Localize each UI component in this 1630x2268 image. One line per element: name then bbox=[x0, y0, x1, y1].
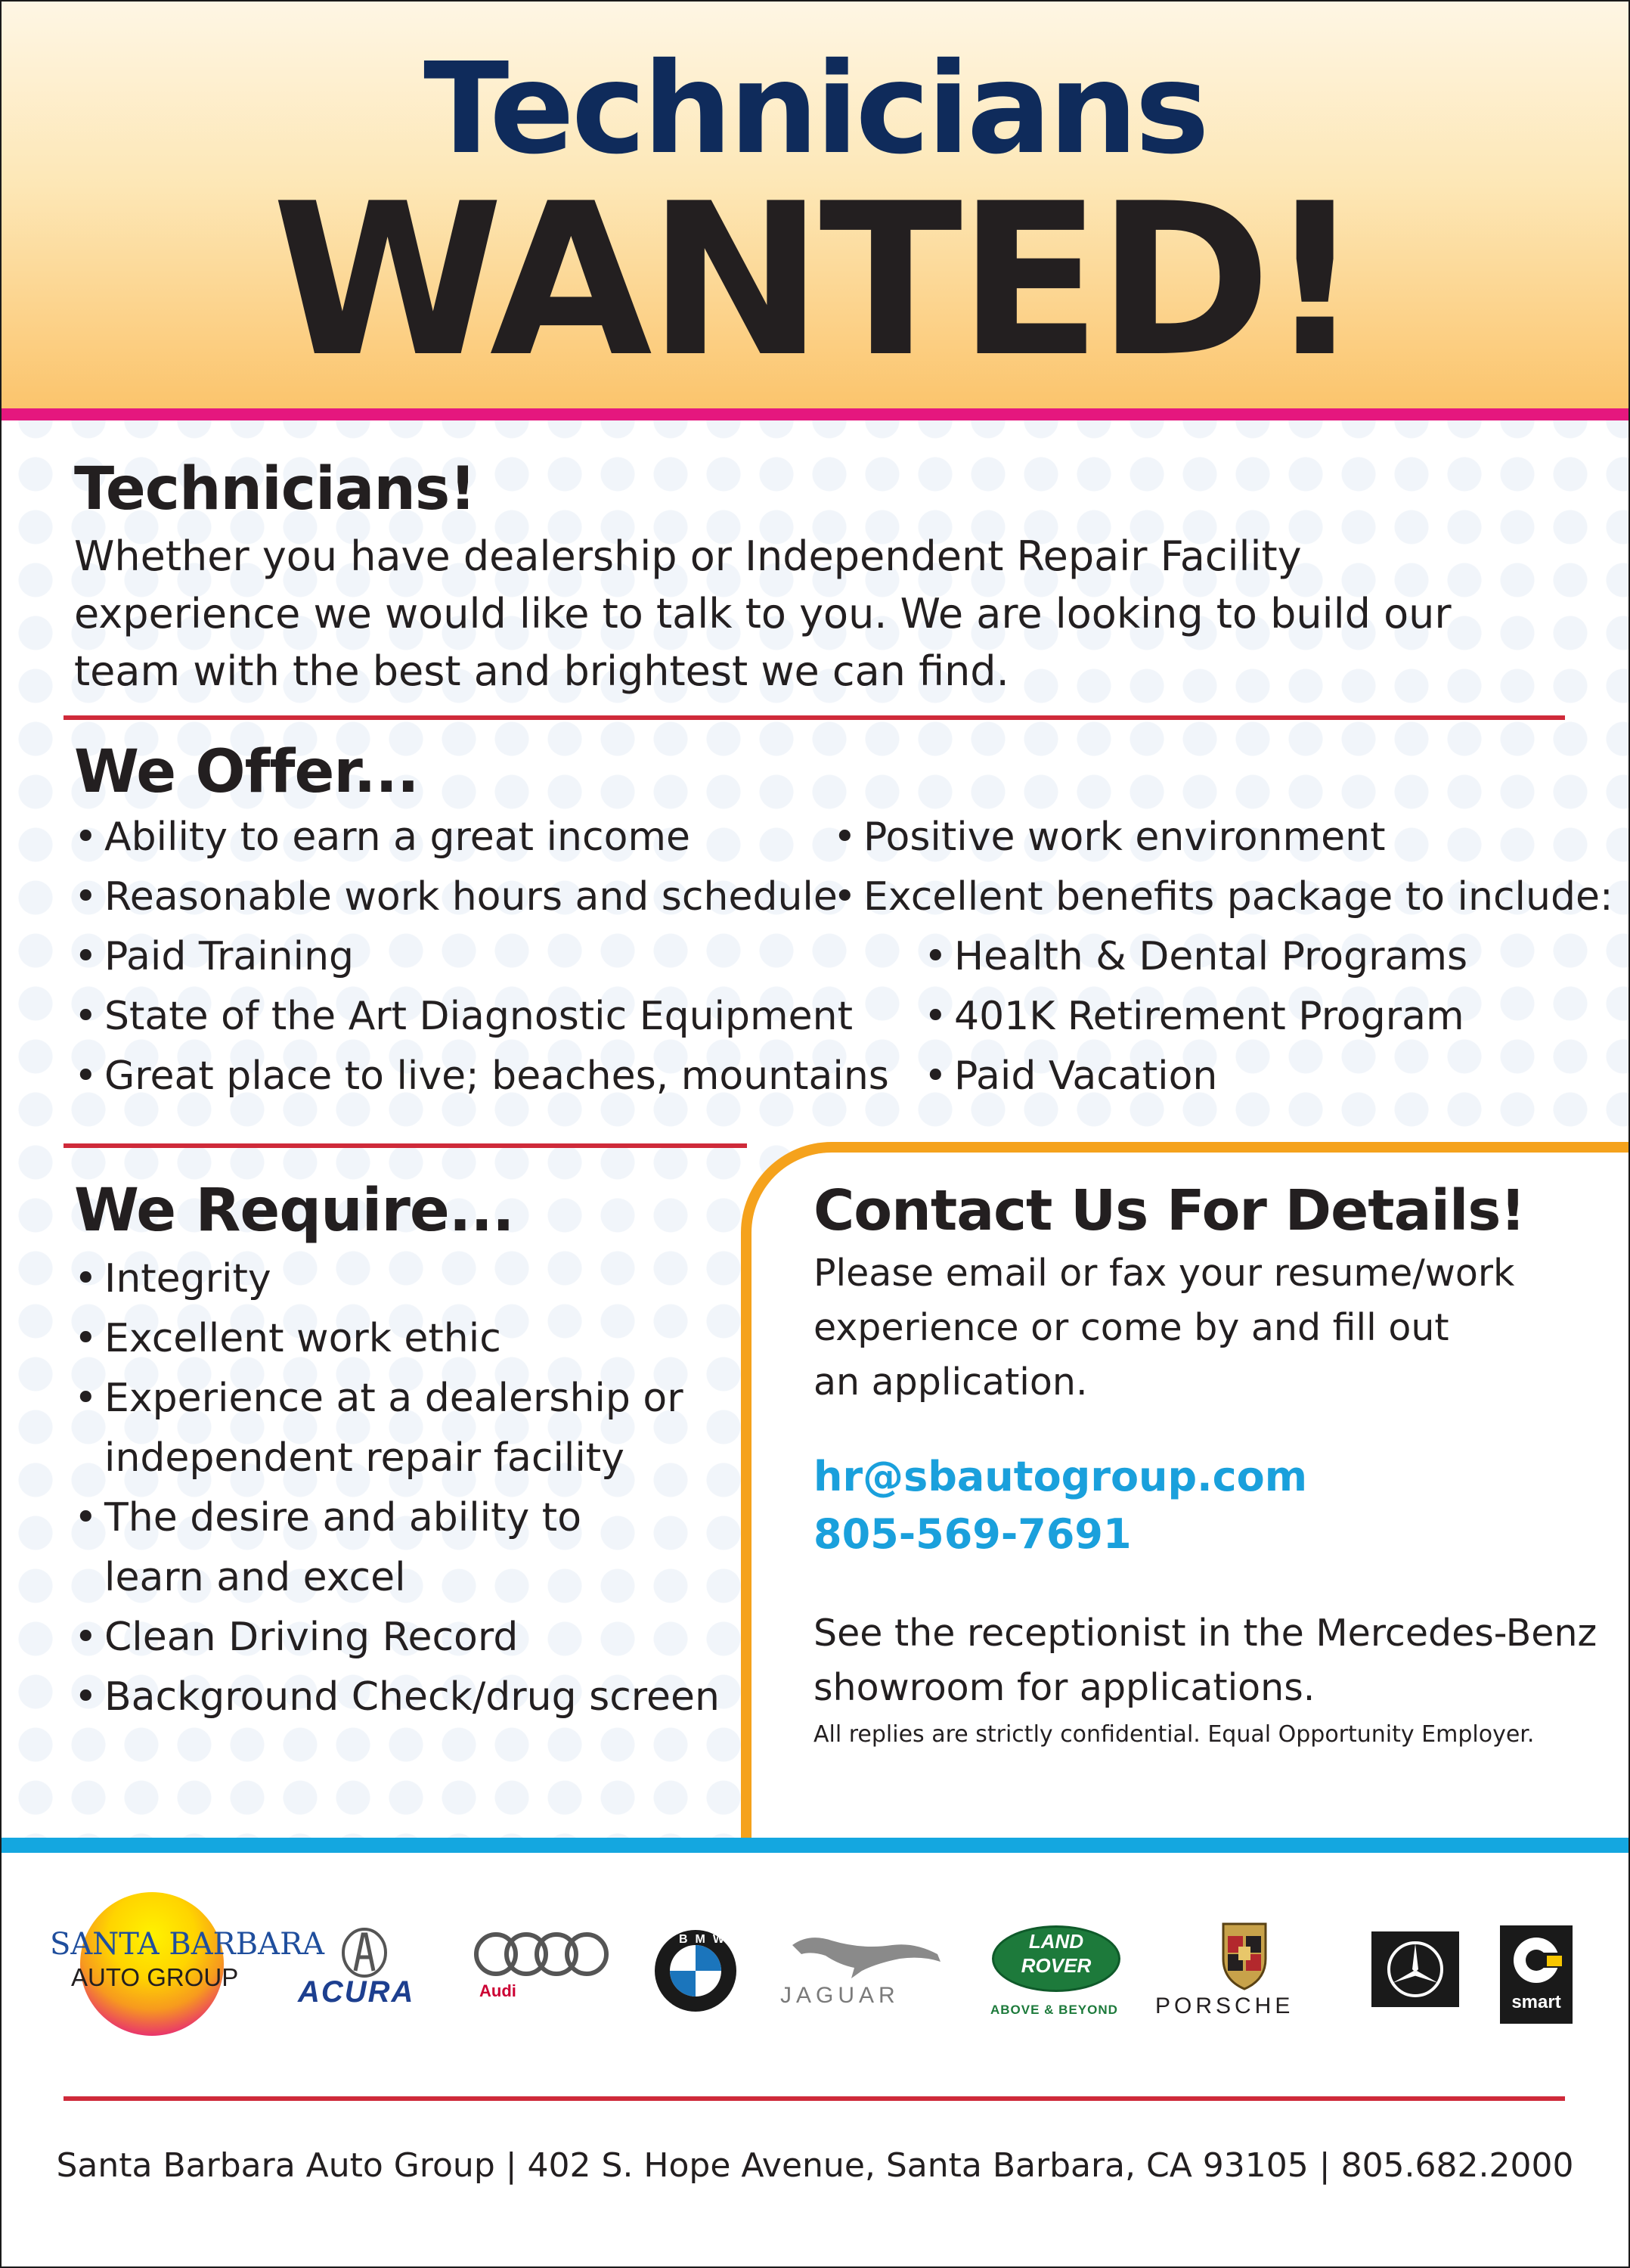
land-rover-label-1: LAND bbox=[1028, 1930, 1084, 1953]
list-item: learn and excel bbox=[104, 1555, 406, 1600]
brand-logo-strip bbox=[2, 1853, 1628, 2080]
contact-phone-link[interactable]: 805-569-7691 bbox=[813, 1510, 1132, 1558]
contact-line: experience or come by and fill out bbox=[813, 1306, 1449, 1349]
list-item: • Positive work environment bbox=[833, 808, 1613, 867]
sbag-name: SANTA BARBARA bbox=[50, 1927, 325, 1962]
list-item: • The desire and ability to bbox=[74, 1488, 720, 1548]
land-rover-tagline: ABOVE & BEYOND bbox=[990, 2003, 1118, 2017]
list-item: independent repair facility bbox=[104, 1435, 624, 1481]
acura-icon bbox=[296, 1927, 432, 1980]
section-divider bbox=[64, 1143, 747, 1148]
contact-instructions bbox=[813, 1246, 1514, 1410]
list-item: • Background Check/drug screen bbox=[74, 1668, 720, 1727]
footer-band bbox=[2, 1838, 1628, 1853]
showroom-line: See the receptionist in the Mercedes-Benz bbox=[813, 1612, 1597, 1655]
list-item: • Great place to live; beaches, mountains bbox=[74, 1047, 889, 1106]
mercedes-logo bbox=[1371, 1931, 1459, 2007]
list-item: • Experience at a dealership or bbox=[74, 1369, 720, 1429]
offer-list-right bbox=[833, 808, 1613, 927]
land-rover-label-2: ROVER bbox=[1021, 1954, 1092, 1977]
bmw-logo bbox=[653, 1928, 738, 2013]
audi-logo bbox=[470, 1931, 614, 2007]
list-item: • Health & Dental Programs bbox=[924, 927, 1467, 987]
section-divider bbox=[64, 715, 1565, 720]
offer-list-left bbox=[74, 808, 889, 1106]
benefits-list bbox=[924, 927, 1467, 1106]
require-heading: We Require... bbox=[74, 1177, 514, 1245]
intro-heading: Technicians! bbox=[74, 455, 476, 523]
porsche-logo bbox=[1154, 1921, 1335, 2019]
land-rover-logo bbox=[984, 1925, 1136, 2022]
contact-email-link[interactable]: hr@sbautogroup.com bbox=[813, 1453, 1308, 1500]
contact-heading: Contact Us For Details! bbox=[813, 1178, 1526, 1243]
header-banner bbox=[2, 2, 1628, 408]
intro-paragraph bbox=[74, 528, 1586, 700]
list-item: • Reasonable work hours and schedule bbox=[74, 867, 889, 927]
contact-line: Please email or fax your resume/work bbox=[813, 1252, 1515, 1295]
list-item: • Clean Driving Record bbox=[74, 1608, 720, 1668]
list-item: • Paid Vacation bbox=[924, 1047, 1467, 1106]
jaguar-logo bbox=[779, 1928, 953, 2012]
require-list bbox=[74, 1249, 720, 1727]
mercedes-star-icon bbox=[1385, 1939, 1446, 2000]
list-item: • 401K Retirement Program bbox=[924, 987, 1467, 1047]
fine-print: All replies are strictly confidential. Equal Opportunity Employer. bbox=[813, 1721, 1535, 1748]
offer-heading: We Offer... bbox=[74, 738, 419, 806]
leaping-jaguar-icon bbox=[779, 1928, 953, 1981]
showroom-note bbox=[813, 1606, 1597, 1715]
sbag-logo bbox=[50, 1892, 325, 2043]
list-item: • State of the Art Diagnostic Equipment bbox=[74, 987, 889, 1047]
header-title-technicians: Technicians bbox=[423, 36, 1207, 182]
showroom-line: showroom for applications. bbox=[813, 1666, 1315, 1709]
acura-logo bbox=[296, 1927, 432, 2010]
smart-logo bbox=[1500, 1925, 1573, 2024]
list-item: • Excellent benefits package to include: bbox=[833, 867, 1613, 927]
intro-line: team with the best and brightest we can find. bbox=[74, 647, 1009, 695]
list-item: • Excellent work ethic bbox=[74, 1309, 720, 1369]
audi-rings-icon bbox=[470, 1931, 614, 1980]
smart-c-icon bbox=[1511, 1934, 1562, 1986]
acura-label: ACURA bbox=[298, 1975, 415, 2009]
intro-line: Whether you have dealership or Independent Repair Facility bbox=[74, 532, 1302, 580]
footer-address: Santa Barbara Auto Group | 402 S. Hope Avenue, Santa Barbara, CA 93105 | 805.682.2000 bbox=[56, 2146, 1574, 2185]
header-title-wanted: WANTED! bbox=[271, 158, 1359, 403]
intro-line: experience we would like to talk to you. We are looking to build our bbox=[74, 590, 1452, 638]
footer-divider bbox=[64, 2096, 1565, 2101]
porsche-crest-icon bbox=[1154, 1921, 1335, 1990]
list-item: • Integrity bbox=[74, 1249, 720, 1309]
list-item: • Ability to earn a great income bbox=[74, 808, 889, 867]
sbag-subname: AUTO GROUP bbox=[71, 1963, 239, 1991]
jaguar-label: JAGUAR bbox=[780, 1983, 900, 2008]
porsche-label: PORSCHE bbox=[1155, 1993, 1294, 2018]
list-item: • Paid Training bbox=[74, 927, 889, 987]
smart-label: smart bbox=[1511, 1992, 1561, 2012]
bmw-label: BMW bbox=[679, 1933, 732, 1946]
audi-label: Audi bbox=[479, 1981, 516, 2000]
contact-line: an application. bbox=[813, 1360, 1088, 1404]
header-divider bbox=[2, 408, 1628, 420]
